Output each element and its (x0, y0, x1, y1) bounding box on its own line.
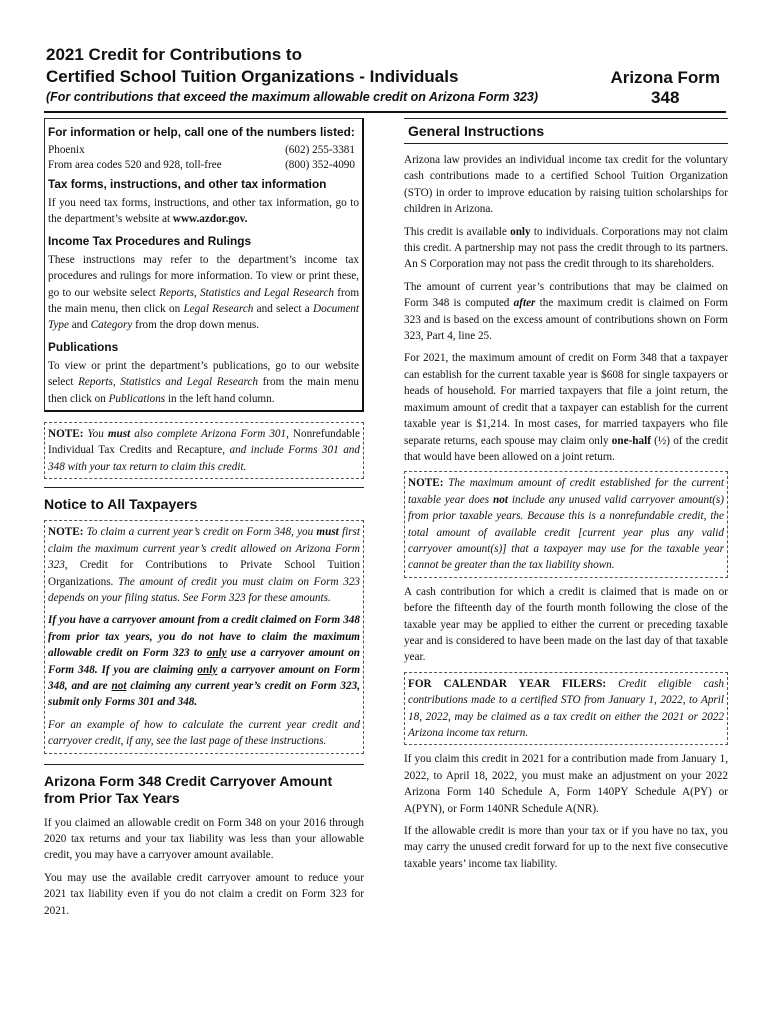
phone-row (48, 158, 359, 173)
note-calendar-year: FOR CALENDAR YEAR FILERS: Credit eligible cash contributions made to a certified STO from January 1, 2022, to April 18, 2022, may be claimed as a tax credit on either the 2021 or 2022 Arizona income tax return. (404, 672, 728, 746)
header-title-block (46, 44, 606, 104)
publications-heading: Publications (48, 339, 119, 354)
form-title-line-2: Certified School Tuition Organizations - Individuals (46, 67, 459, 86)
general-instructions-header (404, 118, 728, 144)
form-subtitle: (For contributions that exceed the maximum allowable credit on Arizona Form 323) (46, 90, 538, 104)
form-identifier (610, 68, 720, 108)
info-box (44, 118, 364, 412)
carryover-heading: Arizona Form 348 Credit Carryover Amount from Prior Tax Years (44, 772, 333, 806)
publications-text: To view or print the department’s publications, go to our website select Reports, Statistics and Legal Research from the main menu then click on Publications in the left hand column. (48, 359, 360, 405)
example-note: For an example of how to calculate the current year credit and carryover credit, if any, see the last page of these instructions. (48, 718, 360, 748)
note-label: NOTE: (408, 477, 444, 490)
paragraph: If you claim this credit in 2021 for a contribution made from January 1, 2022, to April 18, 2022, you must make an adjustment on your 2022 Arizona Form 140 Schedule A, Form 140PY Schedule A(PY) or A(PYN), or Form 140NR Schedule A(NR). (404, 753, 728, 815)
paragraph: This credit is available only to individuals. Corporations may not claim this credit. A partnership may not pass the credit through to its partners. An S Corporation may not pass the credit through to its shareholders. (404, 225, 729, 271)
note-label: NOTE: (48, 428, 84, 441)
general-instructions-heading: General Instructions (408, 123, 545, 139)
phone-label: From area codes 520 and 928, toll-free (48, 159, 222, 171)
form-title-line-1: 2021 Credit for Contributions to (46, 45, 302, 64)
paragraph: Arizona law provides an individual income tax credit for the voluntary cash contributions made to a certified School Tuition Organization (STO) in order to improve education by raising tuition scholarships for children in Arizona. (404, 154, 728, 216)
phone-row (48, 143, 359, 158)
phone-label: Phoenix (48, 144, 85, 156)
left-column (44, 118, 364, 925)
note-label: NOTE: (48, 526, 84, 539)
phone-number: (602) 255-3381 (285, 144, 355, 156)
carryover-paragraph: If you claimed an allowable credit on Form 348 on your 2016 through 2020 tax returns and your tax liability was less than your allowable credit, you may have a carryover amount available. (44, 816, 364, 862)
note-form-301: NOTE: You must also complete Arizona Form 301, Nonrefundable Individual Tax Credits and Recapture, and include Forms 301 and 348 with your tax return to claim this credit. (44, 422, 364, 479)
section-divider (44, 764, 364, 765)
info-heading: For information or help, call one of the numbers listed: (48, 125, 355, 139)
notice-box: NOTE: To claim a current year’s credit on Form 348, you must first claim the maximum current year’s credit allowed on Arizona Form 323, Credit for Contributions to Private School Tuition Organizations. The amount of credit you must claim on Form 323 depends on your filing status. See Form 323 for these amounts. If you have a carryover amount from a credit claimed on Form 348 from prior tax years, you do not have to claim the maximum allowable credit on Form 323 to only use a carryover amount on Form 348. If you are claiming only a carryover amount on Form 348, and are not claiming any current year’s credit on Form 323, submit only Forms 301 and 348. For an example of how to calculate the current year credit and carryover credit, if any, see the last page of these instructions. (44, 520, 364, 753)
website-link[interactable]: www.azdor.gov. (172, 213, 248, 226)
form-name: Arizona Form (610, 68, 720, 87)
section-divider (44, 487, 364, 488)
tax-forms-heading: Tax forms, instructions, and other tax information (48, 177, 327, 191)
note-max-credit: NOTE: The maximum amount of credit established for the current taxable year does not include any unused valid carryover amount(s) from prior taxable years. Because this is a nonrefundable credit, the total amount of available credit [current year plus any valid carryover amount(s)] that a taxpayer may use for the taxable year cannot be greater than the tax liability shown. (404, 471, 728, 577)
paragraph: A cash contribution for which a credit is claimed that is made on or before the fifteenth day of the fourth month following the close of the taxable year may be applied to either the current or preceding taxable year and is considered to have been made on the last day of that taxable year. (404, 585, 728, 664)
carryover-note: If you have a carryover amount from a credit claimed on Form 348 from prior tax years, you do not have to claim the maximum allowable credit on Form 323 to only use a carryover amount on Form 348. If you are claiming only a carryover amount on Form 348, and are not claiming any current year’s credit on Form 323, submit only Forms 301 and 348. (48, 614, 361, 709)
procedures-text: These instructions may refer to the department’s income tax procedures and rulings for more information. To view or print these, go to our website select Reports, Statistics and Legal Research from the main menu, then click on Legal Research and select a Document Type and Category from the drop down menus. (48, 253, 360, 332)
paragraph: If the allowable credit is more than your tax or if you have no tax, you may carry the unused credit forward for up to the next five consecutive taxable years’ income tax liability. (404, 825, 728, 870)
notice-heading: Notice to All Taxpayers (44, 496, 198, 513)
carryover-paragraph: You may use the available credit carryover amount to reduce your 2021 tax liability even if you do not claim a credit on Form 323 for 2021. (44, 871, 364, 917)
paragraph: For 2021, the maximum amount of credit on Form 348 that a taxpayer can establish for the current taxable year is $608 for single taxpayers or heads of household. For married taxpayers that file a joint return, the maximum amount of credit that a taxpayer can establish for the current taxable year is $1,214. In most cases, for married taxpayers who file separate returns, each spouse may claim only one-half (½) of the credit that would have been allowed on a joint return. (404, 352, 729, 463)
header-divider (44, 111, 726, 113)
paragraph: The amount of current year’s contributions that may be claimed on Form 348 is computed after the maximum credit is claimed on Form 323 and is based on the excess amount of contributions shown on Form 323, Part 4, line 25. (404, 280, 729, 343)
tax-forms-text: If you need tax forms, instructions, and other tax information, go to the department’s website at www.azdor.gov. (48, 197, 359, 226)
form-number: 348 (651, 88, 680, 107)
phone-number: (800) 352-4090 (285, 159, 355, 171)
right-column (404, 118, 728, 878)
procedures-heading: Income Tax Procedures and Rulings (48, 233, 252, 248)
note-label: FOR CALENDAR YEAR FILERS: (408, 677, 607, 690)
